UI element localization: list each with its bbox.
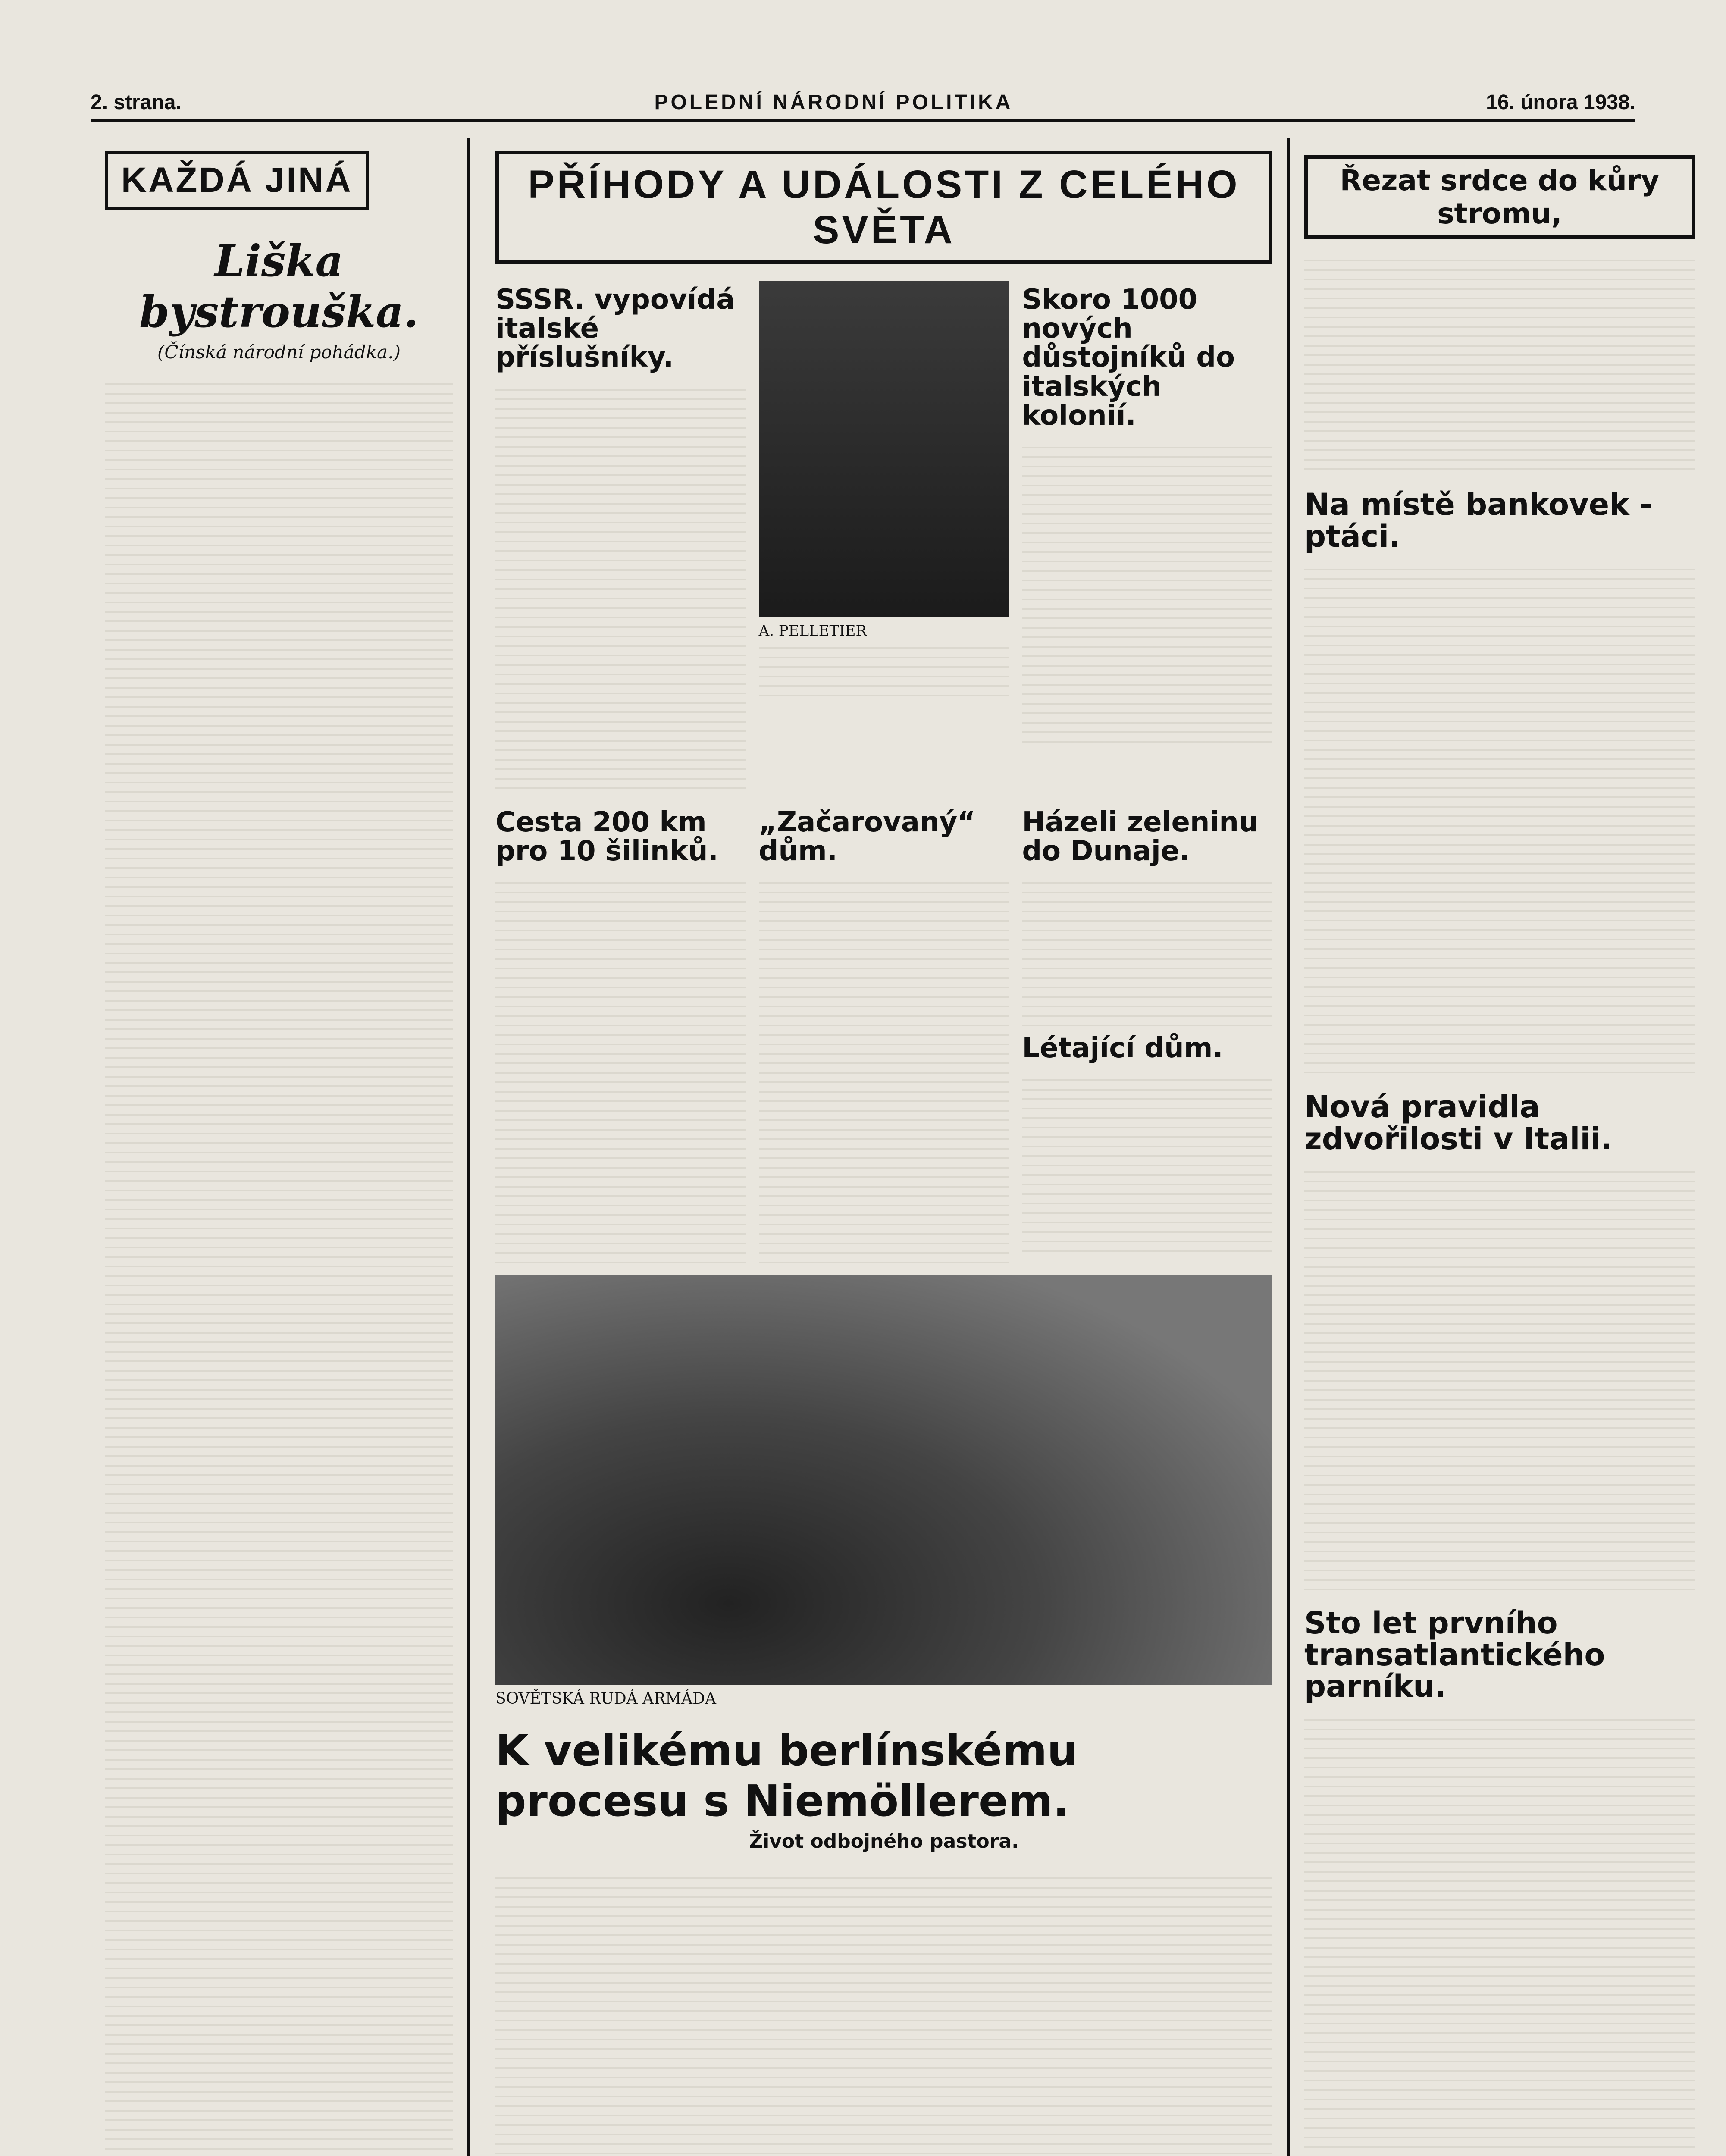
issue-date: 16. února 1938. bbox=[1486, 91, 1635, 114]
army-photo bbox=[495, 1275, 1272, 1685]
ad-box-body bbox=[1304, 252, 1695, 476]
section-banner: PŘÍHODY A UDÁLOSTI Z CELÉHO SVĚTA bbox=[495, 151, 1272, 264]
article-body bbox=[1304, 1163, 1695, 1595]
right-column bbox=[1287, 138, 1710, 2156]
article-body bbox=[495, 381, 746, 791]
section-label: KAŽDÁ JINÁ bbox=[105, 151, 369, 210]
story-headline: Liška bystrouška. bbox=[139, 235, 419, 337]
article-title: Cesta 200 km pro 10 šilinků. bbox=[495, 806, 718, 867]
niemoller-subhead: Život odbojného pastora. bbox=[749, 1830, 1019, 1853]
page-number: 2. strana. bbox=[91, 91, 182, 114]
masthead bbox=[91, 91, 1635, 122]
article-body bbox=[1022, 439, 1272, 749]
article-body bbox=[1304, 561, 1695, 1078]
paper-title: POLEDNÍ NÁRODNÍ POLITIKA bbox=[654, 91, 1013, 114]
article-body bbox=[759, 874, 1009, 1263]
story-subhead: (Čínská národní pohádka.) bbox=[157, 342, 401, 363]
article-title: Nová pravidla zdvořilosti v Italii. bbox=[1304, 1089, 1612, 1156]
article-body bbox=[1022, 874, 1272, 1030]
article-body bbox=[495, 874, 746, 1263]
article-title: „Začarovaný“ dům. bbox=[758, 806, 976, 867]
article-title: Sto let prvního transatlantického parníku. bbox=[1304, 1605, 1605, 1704]
article-title: Házeli zeleninu do Dunaje. bbox=[1022, 806, 1259, 867]
story-body bbox=[105, 376, 453, 2156]
caption-body bbox=[759, 639, 1009, 700]
photo-caption: A. PELLETIER bbox=[758, 622, 867, 639]
article-title: Skoro 1000 nových důstojníků do italských kolonií. bbox=[1022, 284, 1235, 432]
article-title: Létající dům. bbox=[1022, 1032, 1223, 1064]
left-column bbox=[91, 138, 470, 2156]
article-body bbox=[1304, 1711, 1695, 2156]
article-title: Na místě bankovek - ptáci. bbox=[1304, 487, 1653, 554]
army-photo-caption: SOVĚTSKÁ RUDÁ ARMÁDA bbox=[495, 1689, 716, 1708]
article-body bbox=[1022, 1072, 1272, 1253]
middle-column bbox=[481, 138, 1287, 2156]
ad-box-headline: Řezat srdce do kůry stromu, bbox=[1304, 155, 1695, 239]
article-title: SSSR. vypovídá italské příslušníky. bbox=[495, 284, 735, 374]
niemoller-headline: K velikému berlínskému procesu s Niemöllerem. bbox=[495, 1725, 1078, 1827]
portrait-photo bbox=[759, 281, 1009, 617]
niemoller-body bbox=[495, 1870, 1272, 2156]
